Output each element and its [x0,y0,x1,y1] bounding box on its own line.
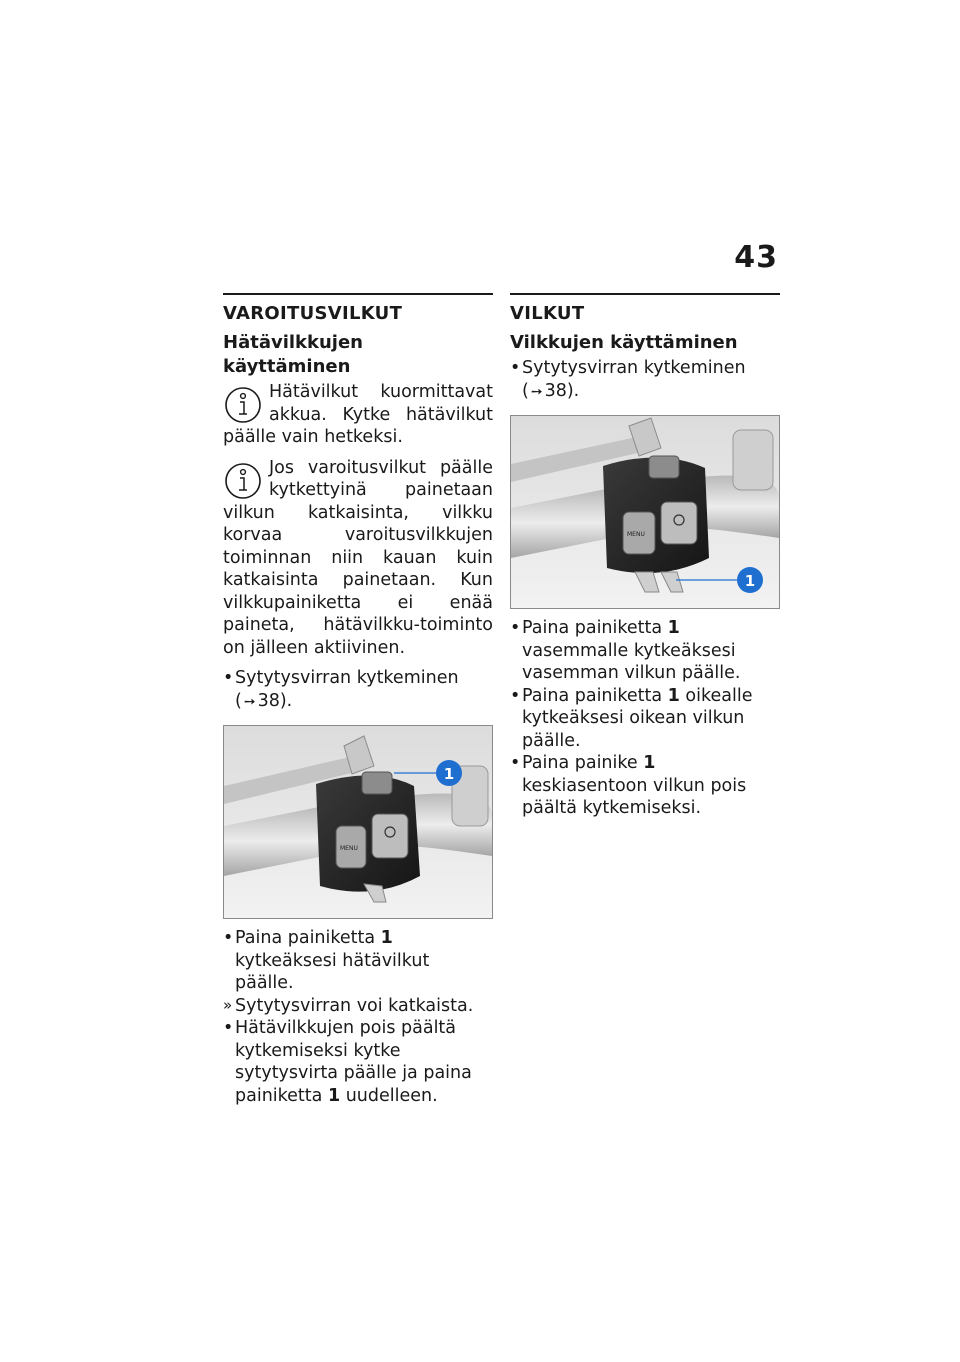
button-number: 1 [643,753,656,773]
steps-list [223,927,493,1107]
button-number: 1 [667,685,680,706]
button-number: 1 [327,1085,341,1106]
section-title: VAROITUSVILKUT [223,303,403,324]
step-text: vasemmalle kytkeäksesi vasemman vilkun päälle. [522,640,741,683]
section-rule [510,293,780,295]
prerequisite-text: Sytytysvirran kytkeminen [522,358,746,378]
step-text: uudelleen. [340,1085,438,1106]
page-number: 43 [734,240,778,275]
step-text: oikealle kytkeäksesi oikean vilkun päälle. [522,685,753,751]
section-title: VILKUT [510,303,585,324]
steps-list [510,617,780,820]
menu-button-label: MENU [627,531,645,538]
handlebar-illustration [224,726,492,918]
list-item [510,752,780,820]
reference-arrow-icon: ➙ [530,383,543,400]
prerequisite-text: Sytytysvirran kytkeminen [235,668,459,688]
button-number: 1 [667,618,680,638]
prerequisite-list [510,357,780,403]
list-item [223,995,493,1018]
subheading: Vilkkujen käyttäminen [510,332,738,353]
info-note [223,457,493,660]
list-item [223,927,493,995]
handlebar-figure [223,725,493,919]
note-text: Hätävilkut kuormittavat akkua. Kytke hätävilkut päälle vain hetkeksi. [223,382,493,447]
list-item [510,617,780,685]
button-number: 1 [380,928,393,948]
list-item: • Sytytysvirran kytkeminen ( ➙ 38). [510,357,780,403]
right-column [510,293,780,820]
result-text: Sytytysvirran voi katkaista. [235,995,474,1016]
handlebar-illustration [511,416,779,608]
step-text: Paina painiketta [522,685,668,706]
subheading: Hätävilkkujen käyttäminen [223,332,363,377]
step-text: Paina painiketta [522,618,668,638]
page-reference[interactable]: 38). [257,690,293,711]
callout-number: 1 [744,572,756,590]
step-text: Paina painike [522,753,644,773]
left-column [223,293,493,1107]
info-note [223,381,493,449]
list-item [510,685,780,753]
page-reference[interactable]: 38). [544,380,580,401]
list-item: • Sytytysvirran kytkeminen ( ➙ 38). [223,667,493,713]
list-item [223,1017,493,1107]
info-icon [223,383,263,425]
info-icon [223,459,263,501]
note-text: Jos varoitusvilkut päälle kytkettyinä painetaan vilkun katkaisinta, vilkku korvaa varoitusvilkkujen toiminnan niin kauan kuin katkaisinta painetaan. Kun vilkkupainiketta ei enää paineta, hätävilkku-toiminto on jälleen aktiivinen. [223,457,493,658]
step-text: Hätävilkkujen pois päältä kytkemiseksi kytke sytytysvirta päälle ja paina painiketta [235,1018,472,1106]
section-rule [223,293,493,295]
callout-number: 1 [443,765,455,783]
step-text: Paina painiketta [235,928,381,948]
prerequisite-list [223,667,493,713]
menu-button-label: MENU [340,845,358,852]
reference-arrow-icon: ➙ [243,693,256,710]
handlebar-figure [510,415,780,609]
step-text: kytkeäksesi hätävilkut päälle. [235,950,430,993]
step-text: keskiasentoon vilkun pois päältä kytkemiseksi. [522,775,747,818]
